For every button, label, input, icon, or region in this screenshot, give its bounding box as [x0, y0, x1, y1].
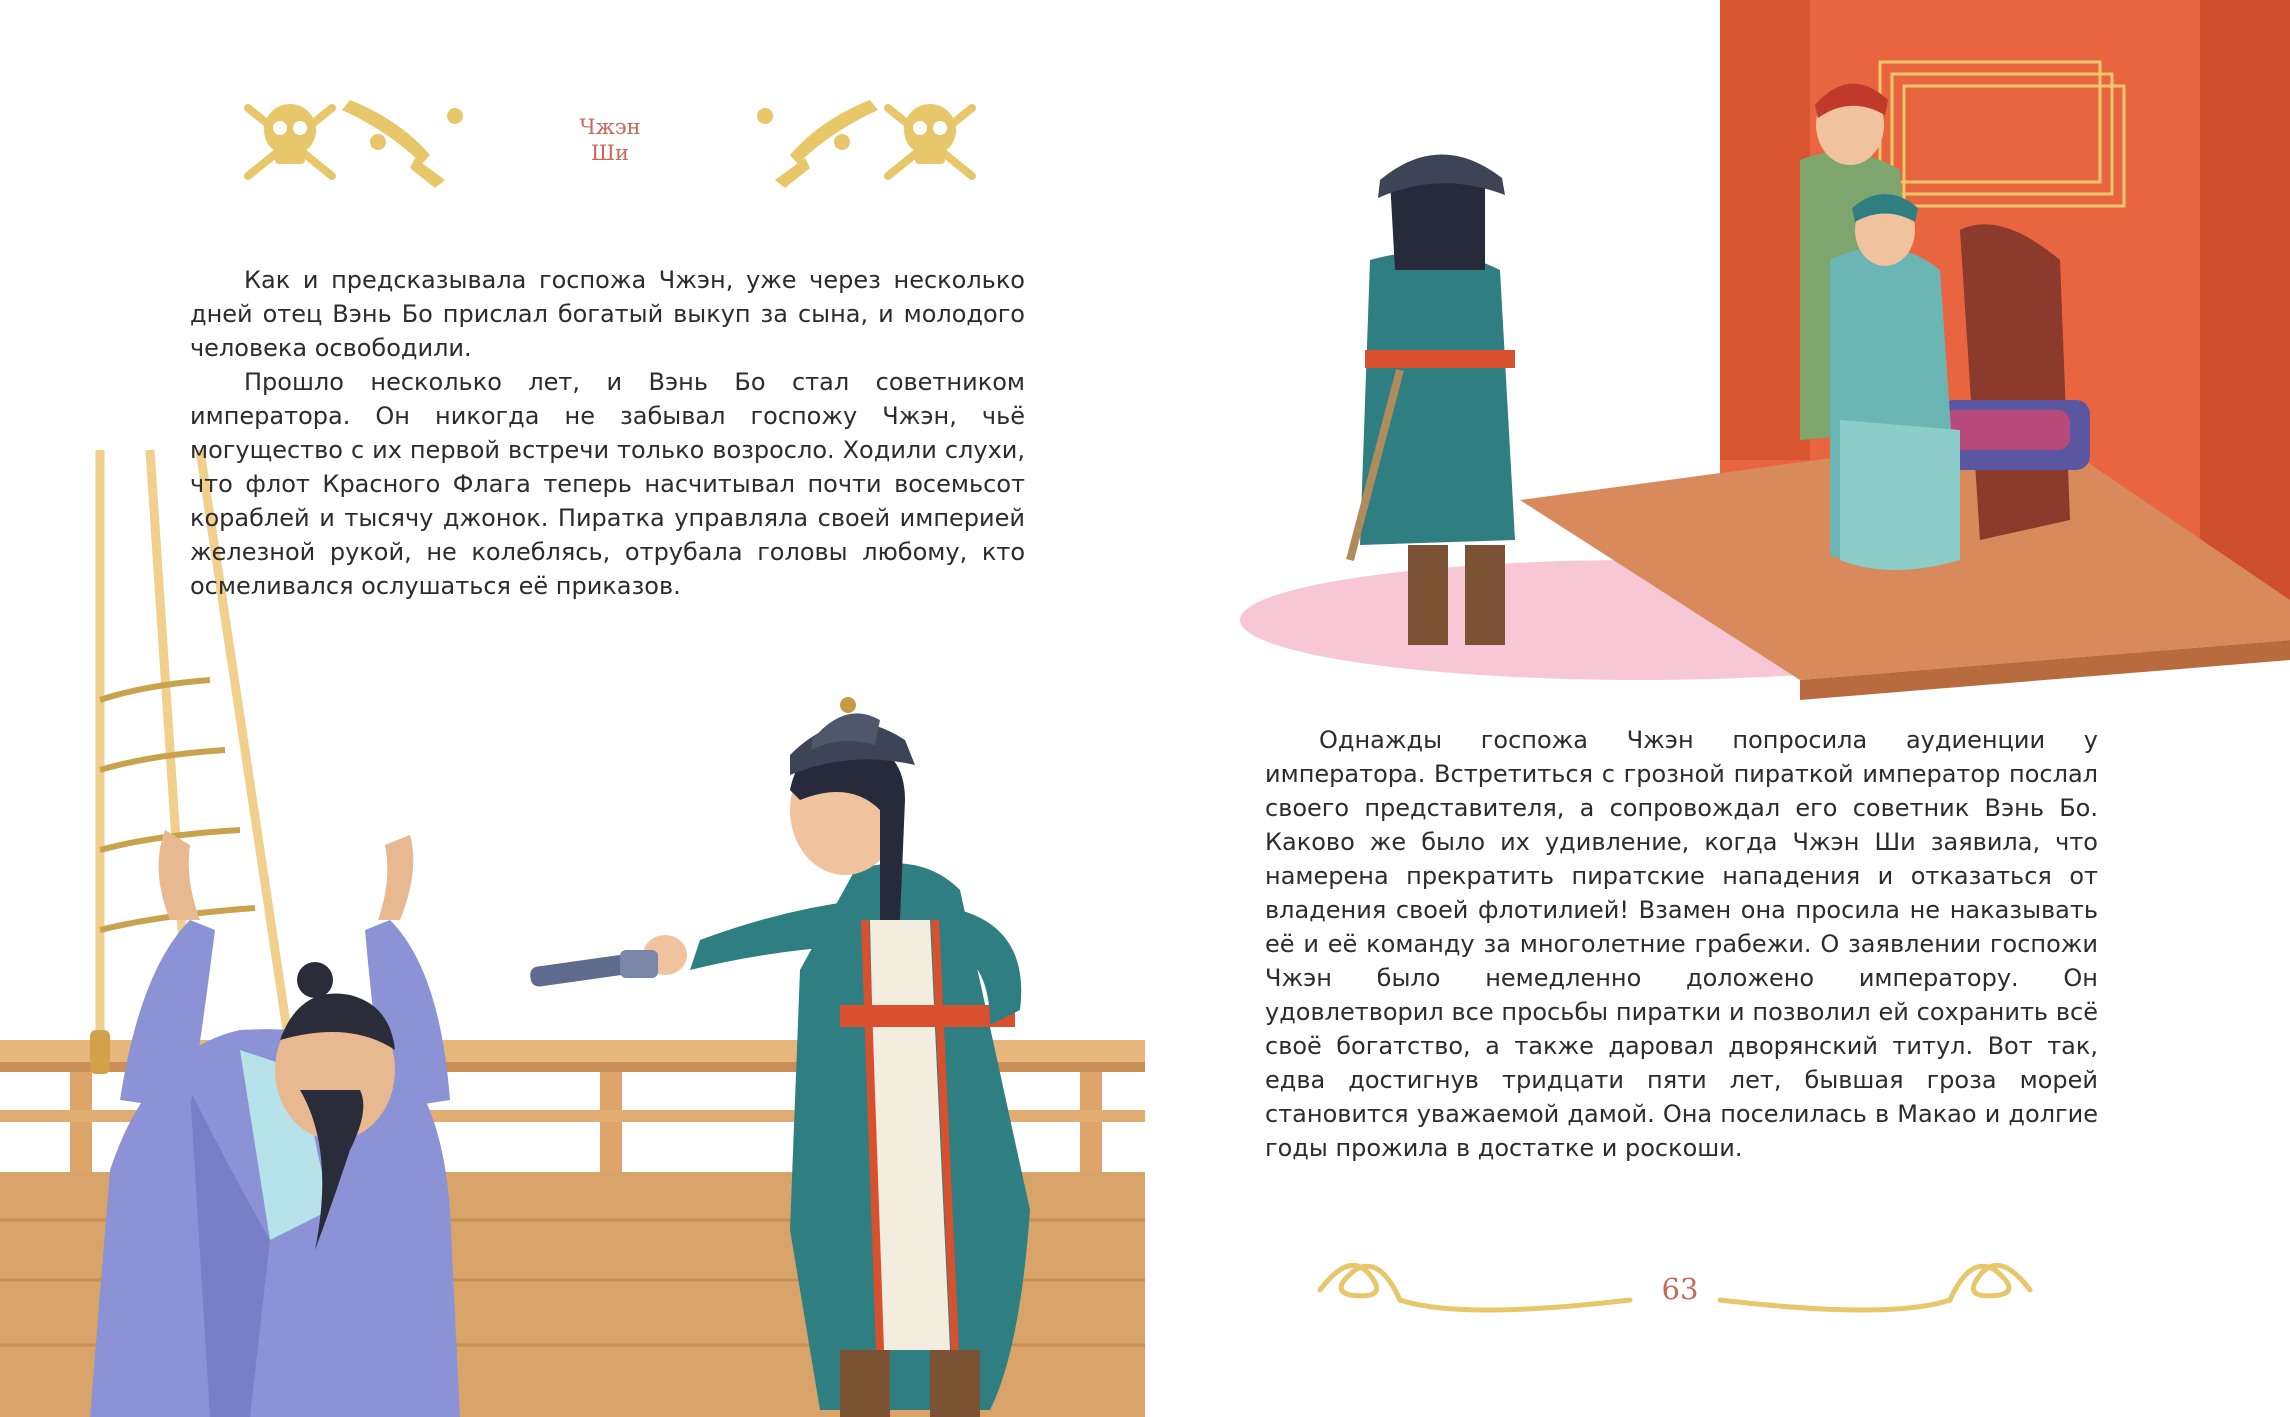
saber-icon: [757, 100, 878, 188]
left-page-text: [190, 263, 1025, 603]
skull-crossbones-icon: [248, 104, 332, 176]
paragraph: Однажды госпожа Чжэн попросила аудиенции у императора. Встретиться с грозной пираткой император послал своего представителя, а сопровождал его советник Вэнь Бо. Каково же было их удивление, когда Чжэн Ши заявила, что намерена прекратить пиратские нападения и отказаться от владения своей флотилией! Взамен она просила не наказывать её и её команду за многолетние грабежи. О заявлении госпожи Чжэн было немедленно доложено императору. Он удовлетворил все просьбы пиратки и позволил ей сохранить всё своё богатство, а также даровал дворянский титул. Вот так, едва достигнув тридцати пяти лет, бывшая гроза морей становится уважаемой дамой. Она поселилась в Макао и долгие годы прожила в достатке и роскоши.: [1265, 726, 2098, 1162]
page-number: 63: [1661, 1272, 1699, 1306]
running-head: Чжэн Ши: [579, 115, 641, 165]
paragraph: Прошло несколько лет, и Вэнь Бо стал советником императора. Он никогда не забывал госпожу Чжэн, чьё могущество с их первой встречи только возросло. Ходили слухи, что флот Красного Флага теперь насчитывал почти восемьсот кораблей и тысячу джонок. Пиратка управляла своей империей железной рукой, не колеблясь, отрубала головы любому, кто осмеливался ослушаться её приказов.: [190, 368, 1025, 600]
throne-room-illustration: [1240, 0, 2290, 700]
skull-crossbones-icon: [888, 104, 972, 176]
right-page-text: [1265, 723, 2098, 1165]
paragraph: Как и предсказывала госпожа Чжэн, уже через несколько дней отец Вэнь Бо прислал богатый выкуп за сына, и молодого человека освободили.: [190, 266, 1025, 362]
saber-icon: [342, 100, 463, 188]
